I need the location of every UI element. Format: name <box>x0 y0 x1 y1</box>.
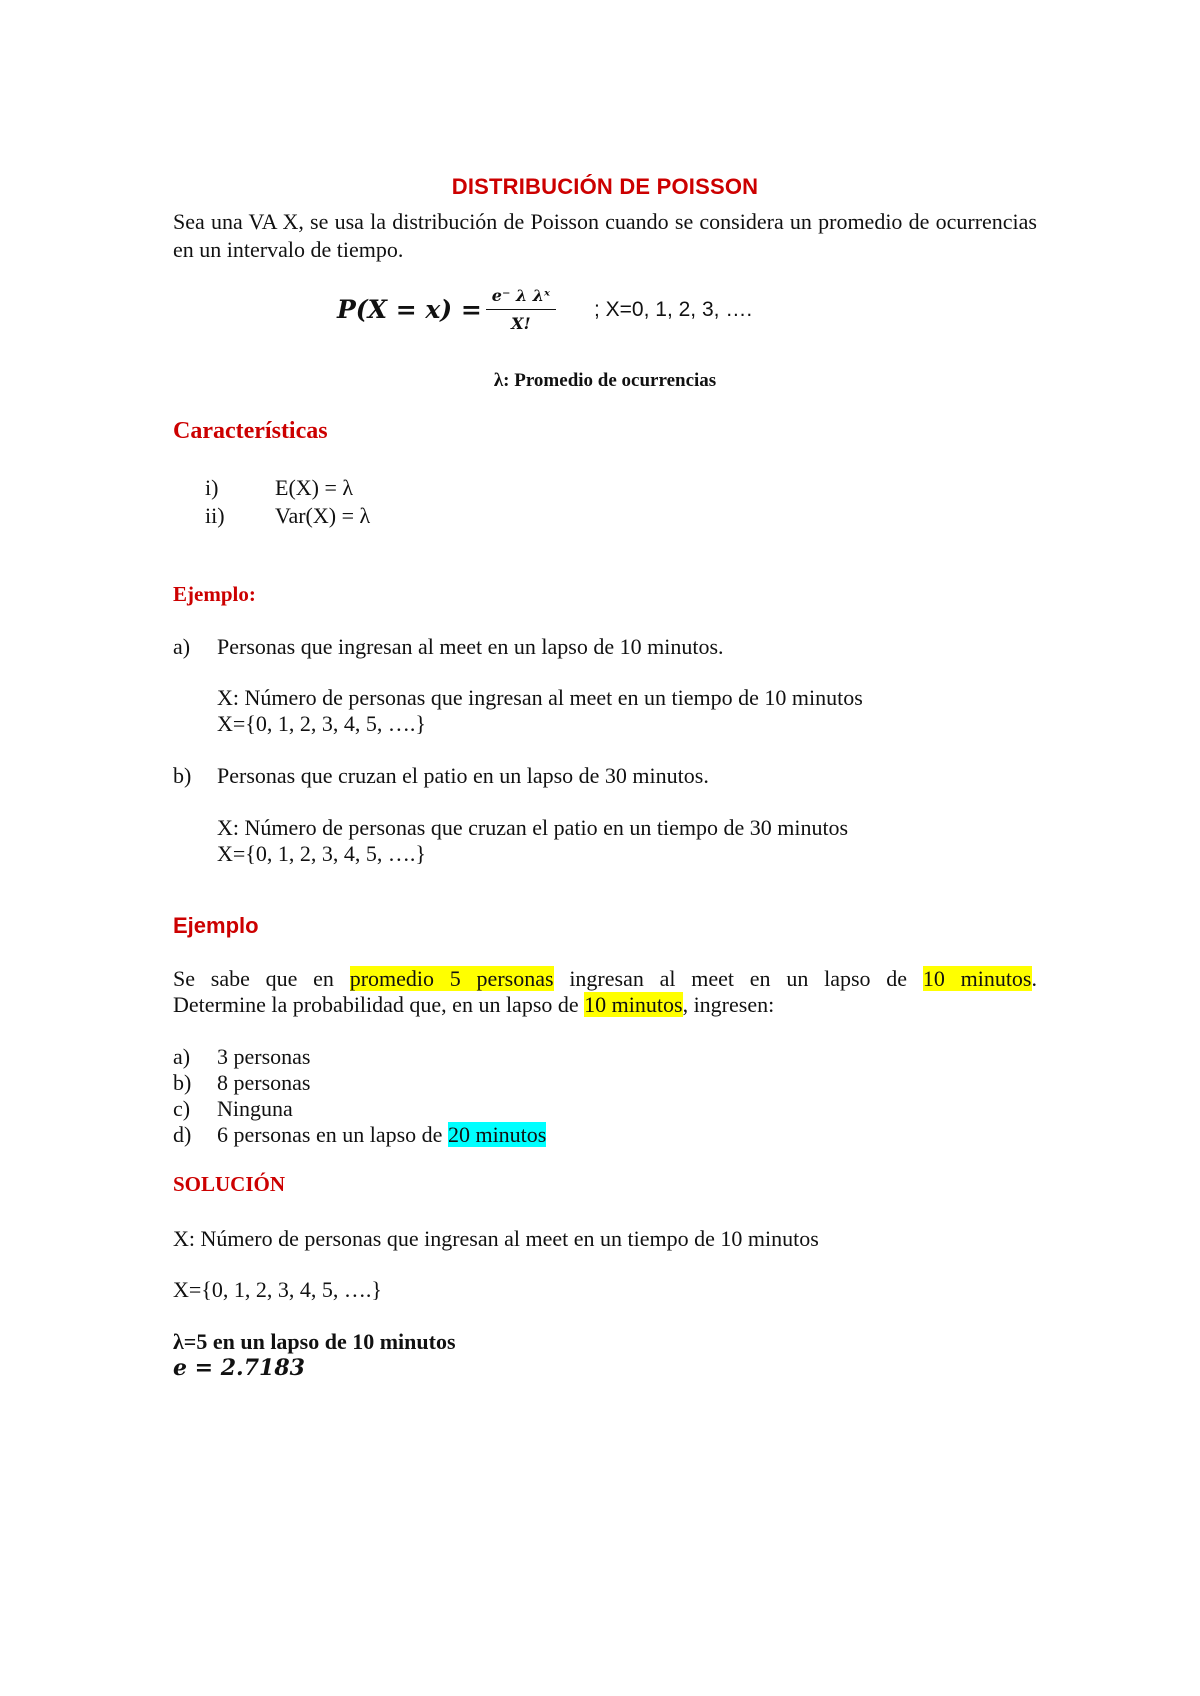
item-label: d) <box>173 1122 192 1147</box>
example2-item <box>173 1069 310 1097</box>
item-label: c) <box>173 1096 191 1121</box>
example2-item <box>173 1095 293 1123</box>
item-label: ii) <box>205 503 225 528</box>
solution-set: X={0, 1, 2, 3, 4, 5, ….} <box>173 1277 382 1302</box>
statement-text: ingresan al meet en un lapso de <box>553 966 923 991</box>
solution-lambda: λ=5 en un lapso de 10 minutos <box>173 1329 456 1354</box>
characteristics-heading: Características <box>173 418 328 444</box>
example2-item <box>173 1043 310 1071</box>
item-text: Var(X) = λ <box>275 503 371 528</box>
example1-a-variable: X: Número de personas que ingresan al meet en un tiempo de 10 minutos <box>217 685 863 710</box>
highlight-interval: 10 minutos <box>922 966 1032 991</box>
example1-item-a <box>173 633 724 661</box>
statement-text: . <box>1031 966 1037 991</box>
highlight-20-minutes: 20 minutos <box>447 1122 547 1147</box>
item-text: 6 personas en un lapso de <box>217 1122 448 1147</box>
example1-item-b <box>173 762 709 790</box>
page-title: DISTRIBUCIÓN DE POISSON <box>451 174 759 199</box>
example2-statement-line2 <box>173 991 1037 1019</box>
poisson-formula <box>337 286 1037 356</box>
highlight-interval: 10 minutos <box>584 992 683 1017</box>
item-label: b) <box>173 763 192 788</box>
formula-fraction <box>486 286 556 333</box>
solution-e-value: e = 2.7183 <box>173 1355 305 1381</box>
example1-b-variable: X: Número de personas que cruzan el patio en un tiempo de 30 minutos <box>217 815 849 840</box>
characteristic-item <box>205 502 370 530</box>
item-text: Ninguna <box>217 1096 293 1121</box>
example1-b-set: X={0, 1, 2, 3, 4, 5, ….} <box>217 841 426 866</box>
solution-variable: X: Número de personas que ingresan al meet en un tiempo de 10 minutos <box>173 1226 819 1251</box>
formula-domain: ; X=0, 1, 2, 3, …. <box>593 297 753 321</box>
item-label: i) <box>205 475 219 500</box>
statement-text: , ingresen: <box>682 992 775 1017</box>
item-text: Personas que cruzan el patio en un lapso de 30 minutos. <box>217 763 709 788</box>
example2-statement-line1 <box>173 965 1037 993</box>
example2-heading: Ejemplo <box>173 913 259 938</box>
item-label: b) <box>173 1070 192 1095</box>
formula-denominator: X! <box>511 314 531 333</box>
example1-heading: Ejemplo: <box>173 582 256 606</box>
item-text: 8 personas <box>217 1070 311 1095</box>
statement-text: Se sabe que en <box>173 966 350 991</box>
lambda-definition: λ: Promedio de ocurrencias <box>493 370 717 391</box>
highlight-average: promedio 5 personas <box>349 966 554 991</box>
formula-lhs: P(X = x) = <box>337 295 482 324</box>
item-label: a) <box>173 634 191 659</box>
example1-a-set: X={0, 1, 2, 3, 4, 5, ….} <box>217 711 426 736</box>
example2-item <box>173 1121 546 1149</box>
characteristic-item <box>205 474 353 502</box>
item-text: 3 personas <box>217 1044 311 1069</box>
item-label: a) <box>173 1044 191 1069</box>
formula-numerator: e⁻ λ λˣ <box>486 286 556 310</box>
item-text: Personas que ingresan al meet en un lapso de 10 minutos. <box>217 634 724 659</box>
statement-text: Determine la probabilidad que, en un lapso de <box>173 992 585 1017</box>
intro-paragraph: Sea una VA X, se usa la distribución de Poisson cuando se considera un promedio de ocurrencias en un intervalo de tiempo. <box>173 209 1037 262</box>
item-text: E(X) = λ <box>275 475 354 500</box>
solution-heading: SOLUCIÓN <box>173 1172 286 1196</box>
